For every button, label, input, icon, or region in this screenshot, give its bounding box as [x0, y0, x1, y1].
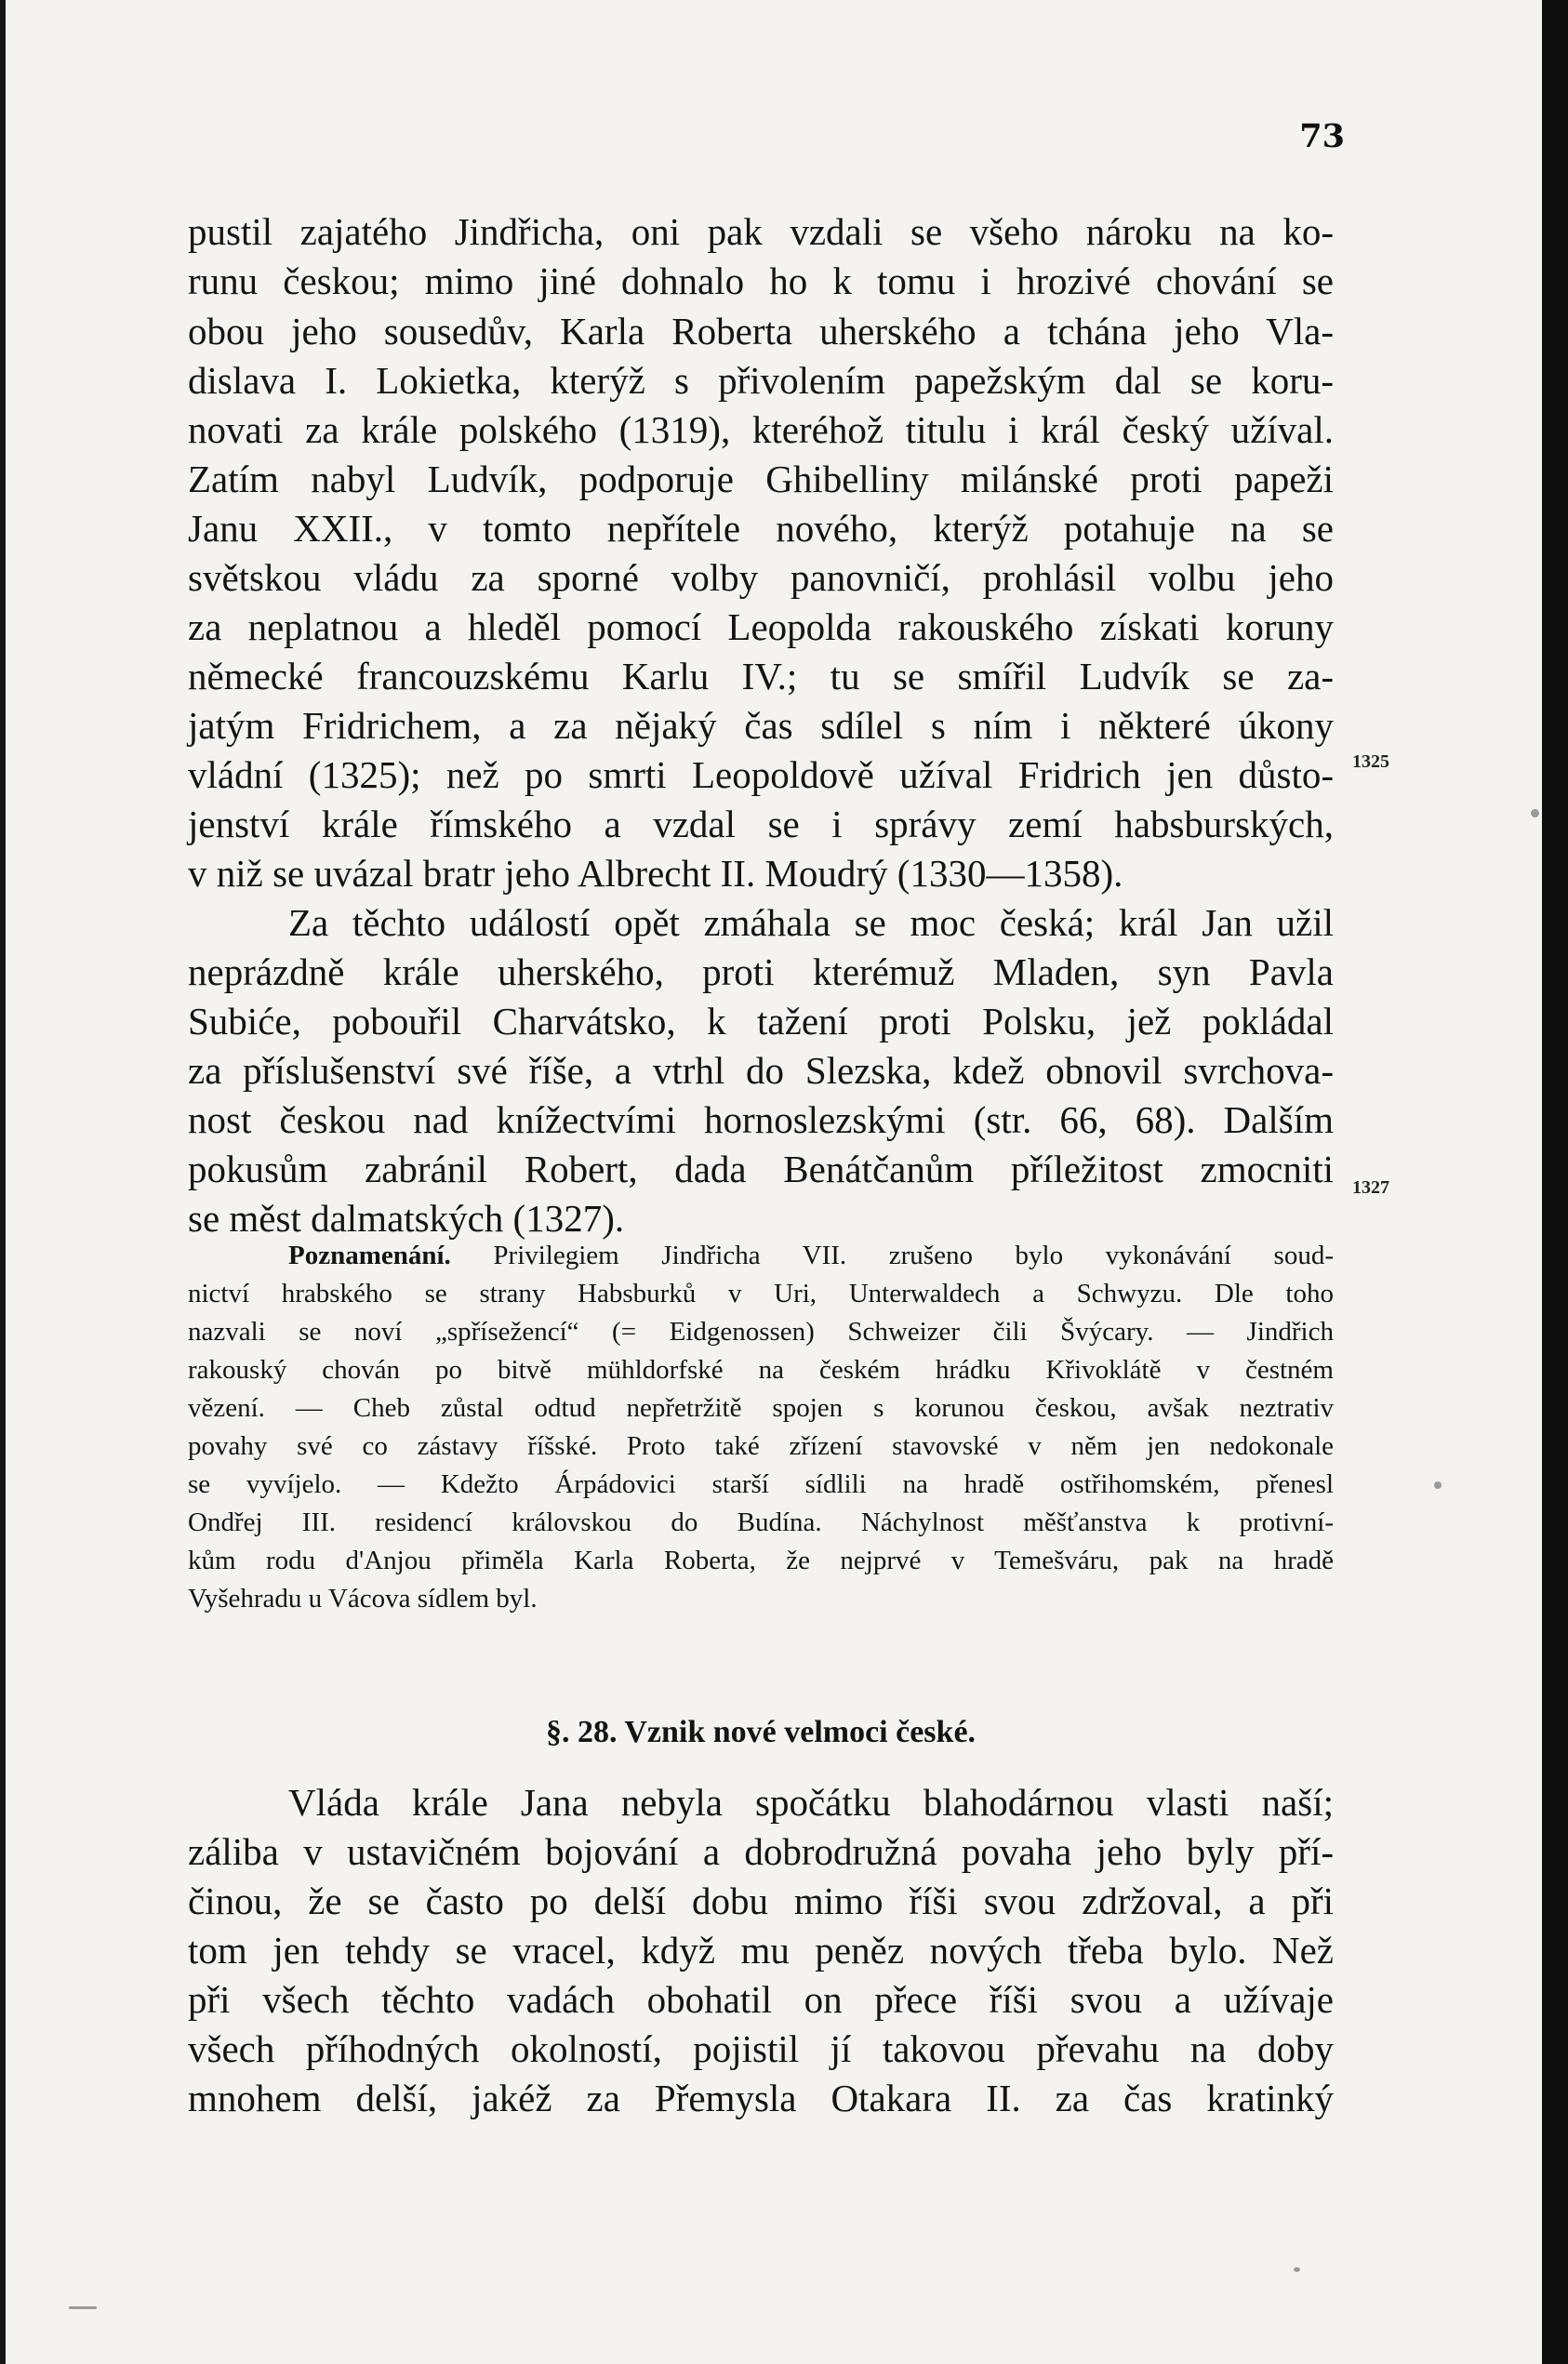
scan-border	[1542, 0, 1568, 2364]
text-line: německé francouzskému Karlu IV.; tu se smířil Ludvík se za-	[188, 655, 1334, 697]
text-line: jatým Fridrichem, a za nějaký čas sdílel s ním i některé úkony	[188, 704, 1334, 747]
text-line: Janu XXII., v tomto nepřítele nového, kterýž potahuje na se	[188, 507, 1334, 550]
scan-speck	[1434, 1481, 1442, 1489]
note-line: Ondřej III. residencí královskou do Budína. Náchylnost měšťanstva k protivní-	[188, 1507, 1334, 1537]
text-line: neprázdně krále uherského, proti kterémuž Mladen, syn Pavla	[188, 950, 1334, 993]
text-line: v niž se uvázal bratr jeho Albrecht II. Moudrý (1330—1358).	[188, 852, 1123, 895]
note-line: kům rodu d'Anjou přiměla Karla Roberta, že nejprvé v Temešváru, pak na hradě	[188, 1546, 1334, 1575]
text-line: Vláda krále Jana nebyla spočátku blahodárnou vlasti naší;	[288, 1781, 1334, 1824]
text-line: Zatím nabyl Ludvík, podporuje Ghibelliny milánské proti papeži	[188, 458, 1334, 500]
section-heading: §. 28. Vznik nové velmoci české.	[545, 1715, 977, 1749]
margin-year: 1327	[1352, 1177, 1389, 1198]
note-line: rakouský chován po bitvě mühldorfské na českém hrádku Křivoklátě v čestném	[188, 1355, 1334, 1385]
text-line: všech příhodných okolností, pojistil jí takovou převahu na doby	[188, 2027, 1334, 2070]
text-line: jenství krále římského a vzdal se i správy zemí habsburských,	[188, 803, 1334, 845]
text-line: tom jen tehdy se vracel, když mu peněz nových třeba bylo. Než	[188, 1929, 1334, 1972]
text-line: světskou vládu za sporné volby panovničí, prohlásil volbu jeho	[188, 556, 1334, 599]
text-line: Subiće, pobouřil Charvátsko, k tažení proti Polsku, jež pokládal	[188, 1000, 1334, 1043]
text-line: pokusům zabránil Robert, dada Benátčanům příležitost zmocniti	[188, 1148, 1334, 1190]
scan-speck	[1294, 2267, 1300, 2272]
scan-speck	[1531, 809, 1539, 817]
book-page	[6, 0, 1542, 2364]
note-label: Poznamenání.	[288, 1241, 451, 1270]
text-line: za neplatnou a hleděl pomocí Leopolda rakouského získati koruny	[188, 605, 1334, 648]
text-line: se měst dalmatských (1327).	[188, 1197, 625, 1240]
note-line: se vyvíjelo. — Kdežto Árpádovici starší sídlili na hradě ostřihomském, přenesl	[188, 1469, 1334, 1499]
text-line: pustil zajatého Jindřicha, oni pak vzdali se všeho nároku na ko-	[188, 210, 1334, 253]
text-line: runu českou; mimo jiné dohnalo ho k tomu i hrozivé chování se	[188, 259, 1334, 302]
text-line: záliba v ustavičném bojování a dobrodružná povaha jeho byly pří-	[188, 1830, 1334, 1873]
scan-speck	[69, 2306, 97, 2309]
text-line: vládní (1325); než po smrti Leopoldově užíval Fridrich jen důsto-	[188, 753, 1334, 796]
note-line: nazvali se noví „spřísežencí“ (= Eidgenossen) Schweizer čili Švýcary. — Jindřich	[188, 1317, 1334, 1347]
text-line: novati za krále polského (1319), kteréhož titulu i král český užíval.	[188, 408, 1334, 451]
note-line: nictví hrabského se strany Habsburků v Uri, Unterwaldech a Schwyzu. Dle toho	[188, 1279, 1334, 1308]
text-line: obou jeho sousedův, Karla Roberta uherského a tchána jeho Vla-	[188, 310, 1334, 352]
note-line: vězení. — Cheb zůstal odtud nepřetržitě spojen s korunou českou, avšak neztrativ	[188, 1393, 1334, 1423]
text-line: činou, že se často po delší dobu mimo říši svou zdržoval, a při	[188, 1879, 1334, 1922]
margin-year: 1325	[1352, 751, 1389, 772]
note-line	[288, 1237, 1334, 1274]
note-line: Vyšehradu u Vácova sídlem byl.	[188, 1584, 538, 1614]
text-line: mnohem delší, jakéž za Přemysla Otakara II. za čas kratinký	[188, 2077, 1334, 2119]
text-line: při všech těchto vadách obohatil on přece říši svou a užívaje	[188, 1978, 1334, 2021]
text-line: dislava I. Lokietka, kterýž s přivolením papežským dal se koru-	[188, 359, 1334, 402]
text-line: za příslušenství své říše, a vtrhl do Slezska, kdež obnovil svrchova-	[188, 1049, 1334, 1092]
note-line-text: Privilegiem Jindřicha VII. zrušeno bylo vykonávání soud-	[493, 1241, 1334, 1270]
text-line: Za těchto událostí opět zmáhala se moc česká; král Jan užil	[288, 901, 1334, 944]
text-line: nost českou nad knížectvími hornoslezskými (str. 66, 68). Dalším	[188, 1098, 1334, 1141]
note-line: povahy své co zástavy říšské. Proto také zřízení stavovské v něm jen nedokonale	[188, 1431, 1334, 1461]
page-number: 73	[1299, 117, 1345, 155]
